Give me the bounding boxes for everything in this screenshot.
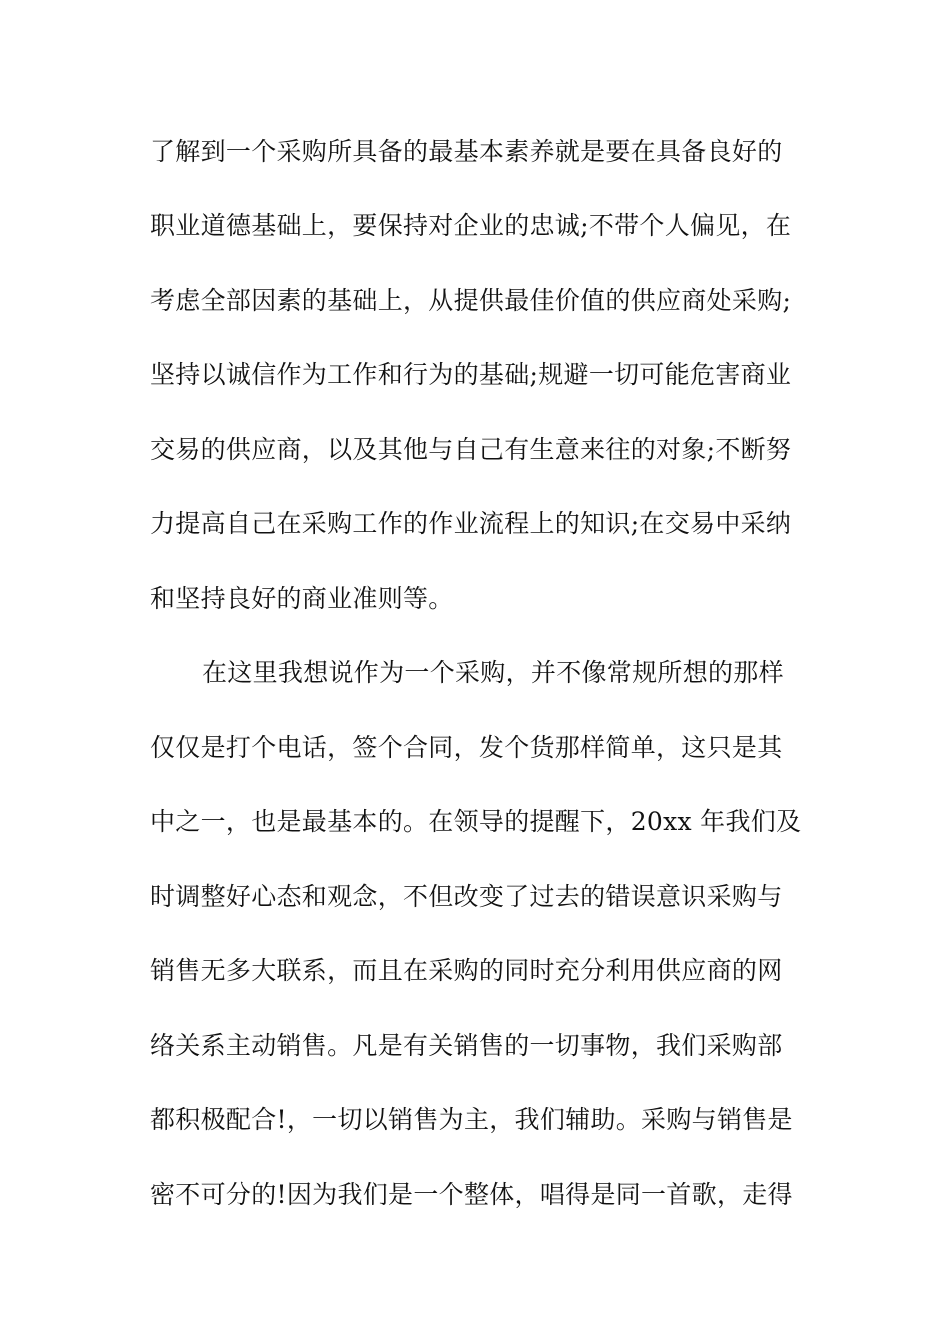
text-line: 销售无多大联系，而且在采购的同时充分利用供应商的网 [150, 956, 783, 985]
text-line: 仅仅是打个电话，签个合同，发个货那样简单，这只是其 [150, 733, 783, 762]
text-line: 时调整好心态和观念，不但改变了过去的错误意识采购与 [150, 882, 783, 911]
text-line: 了解到一个采购所具备的最基本素养就是要在具备良好的 [150, 137, 783, 166]
text-line: 和坚持良好的商业准则等。 [150, 584, 454, 613]
text-line: 都积极配合!，一切以销售为主，我们辅助。采购与销售是 [150, 1105, 793, 1134]
text-line: 坚持以诚信作为工作和行为的基础;规避一切可能危害商业 [150, 360, 792, 389]
text-line: 在这里我想说作为一个采购，并不像常规所想的那样 [202, 658, 784, 687]
text-line: 职业道德基础上，要保持对企业的忠诚;不带个人偏见，在 [150, 211, 792, 240]
text-line: 考虑全部因素的基础上，从提供最佳价值的供应商处采购; [150, 286, 792, 315]
text-line: 交易的供应商，以及其他与自己有生意来往的对象;不断努 [150, 435, 792, 464]
text-line: 络关系主动销售。凡是有关销售的一切事物，我们采购部 [150, 1031, 783, 1060]
text-line: 力提高自己在采购工作的作业流程上的知识;在交易中采纳 [150, 509, 792, 538]
text-line: 密不可分的!因为我们是一个整体，唱得是同一首歌，走得 [150, 1180, 793, 1209]
text-line: 中之一，也是最基本的。在领导的提醒下，20xx 年我们及 [150, 807, 802, 836]
